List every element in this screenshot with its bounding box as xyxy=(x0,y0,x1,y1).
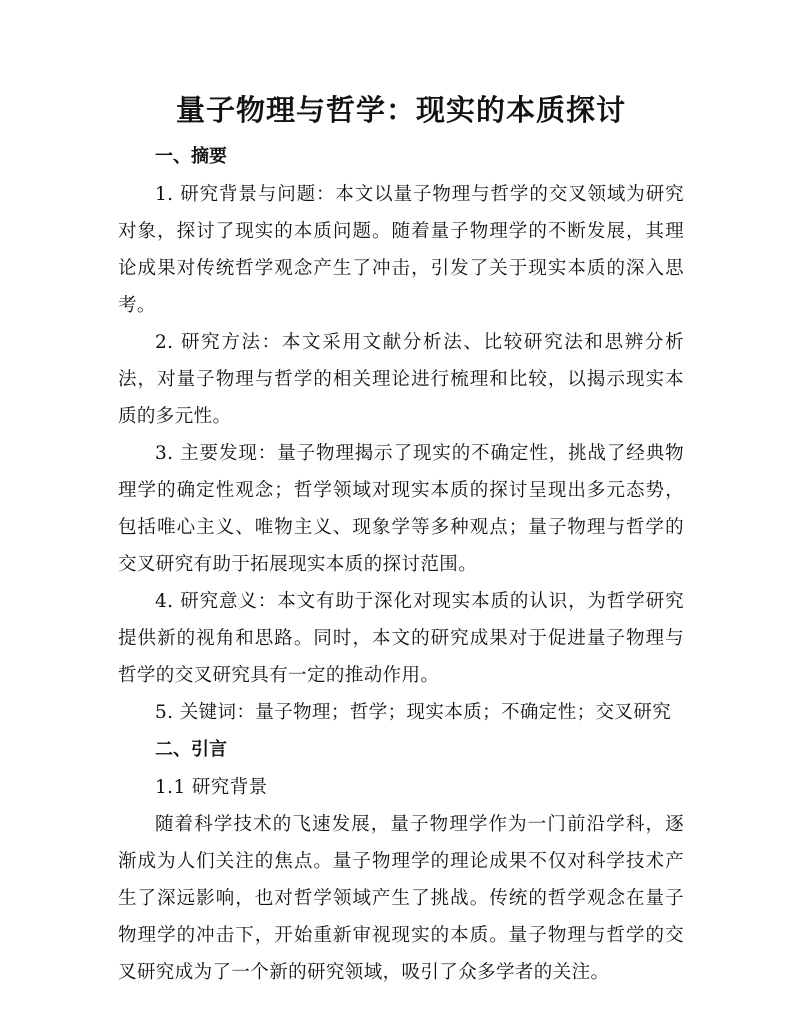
introduction-paragraph: 随着科学技术的飞速发展，量子物理学作为一门前沿学科，逐渐成为人们关注的焦点。量子物理学的理论成果不仅对科学技术产生了深远影响，也对哲学领域产生了挑战。传统的哲学观念在量子物理学的冲击下，开始重新审视现实的本质。量子物理与哲学的交叉研究成为了一个新的研究领域，吸引了众多学者的关注。 xyxy=(118,814,684,983)
section-heading-abstract: 一、摘要 xyxy=(155,146,227,167)
document-page xyxy=(118,88,684,991)
abstract-item-1: 1. 研究背景与问题：本文以量子物理与哲学的交叉领域为研究对象，探讨了现实的本质问题。随着量子物理学的不断发展，其理论成果对传统哲学观念产生了冲击，引发了关于现实本质的深入思考。 xyxy=(118,184,684,316)
section-heading-introduction: 二、引言 xyxy=(155,739,227,760)
document-title: 量子物理与哲学：现实的本质探讨 xyxy=(175,93,626,127)
abstract-item-3: 3. 主要发现：量子物理揭示了现实的不确定性，挑战了经典物理学的确定性观念；哲学领域对现实本质的探讨呈现出多元态势，包括唯心主义、唯物主义、现象学等多种观点；量子物理与哲学的交叉研究有助于拓展现实本质的探讨范围。 xyxy=(118,443,684,575)
subsection-heading-background: 1.1 研究背景 xyxy=(155,777,268,798)
abstract-item-2: 2. 研究方法：本文采用文献分析法、比较研究法和思辨分析法，对量子物理与哲学的相关理论进行梳理和比较，以揭示现实本质的多元性。 xyxy=(118,332,684,427)
abstract-item-4: 4. 研究意义：本文有助于深化对现实本质的认识，为哲学研究提供新的视角和思路。同时，本文的研究成果对于促进量子物理与哲学的交叉研究具有一定的推动作用。 xyxy=(118,591,684,686)
abstract-item-5-keywords: 5. 关键词：量子物理；哲学；现实本质；不确定性；交叉研究 xyxy=(155,702,672,723)
